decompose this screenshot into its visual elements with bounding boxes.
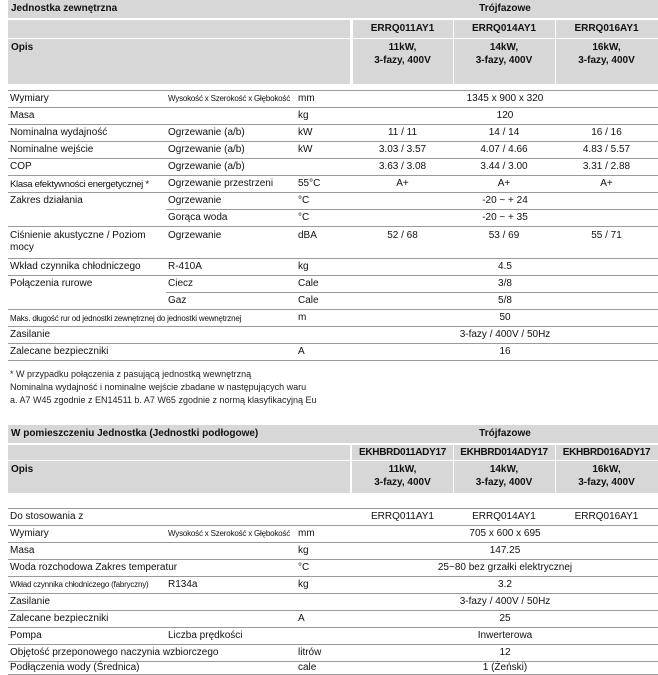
indoor-row-sub: Wysokość x Szerokość x Głębokość bbox=[168, 529, 291, 538]
outdoor-row-sub: R-410A bbox=[168, 261, 202, 272]
indoor-row-label: Wymiary bbox=[10, 528, 49, 539]
indoor-model-code-3: EKHBRD016ADY17 bbox=[562, 447, 651, 458]
indoor-model-code-2: EKHBRD014ADY17 bbox=[460, 447, 548, 458]
outdoor-row-value-2: 14 / 14 bbox=[488, 127, 520, 138]
outdoor-footnote-3: a. A7 W45 zgodnie z EN14511 b. A7 W65 zgodnie z normą klasyfikacyjną Eu bbox=[10, 395, 317, 405]
outdoor-row-label: Zasilanie bbox=[10, 329, 51, 340]
outdoor-model-desc-3a: 16kW, bbox=[592, 42, 621, 53]
indoor-row-unit: °C bbox=[298, 562, 310, 573]
outdoor-row-unit: °C bbox=[298, 195, 310, 206]
indoor-row-value: 25~80 bez grzałki elektrycznej bbox=[437, 562, 573, 573]
indoor-row-sub: Liczba prędkości bbox=[168, 630, 243, 641]
outdoor-row-label: Masa bbox=[10, 110, 35, 121]
outdoor-row-value-3: 4.83 / 5.57 bbox=[582, 144, 631, 155]
outdoor-footnote-2: Nominalna wydajność i nominalne wejście zbadane w następujących waru bbox=[10, 382, 307, 392]
outdoor-row-label: Nominalna wydajność bbox=[10, 127, 108, 138]
outdoor-row-label: Nominalne wejście bbox=[10, 144, 94, 155]
outdoor-opis-label: Opis bbox=[11, 42, 34, 53]
outdoor-row-value-2: 4.07 / 4.66 bbox=[480, 144, 528, 155]
outdoor-row-sub: Ciecz bbox=[168, 278, 194, 289]
outdoor-row-value-3: 16 / 16 bbox=[591, 127, 622, 138]
outdoor-row-sub: Ogrzewanie (a/b) bbox=[168, 127, 245, 138]
outdoor-row-unit: kW bbox=[298, 127, 313, 138]
indoor-row-value: 147.25 bbox=[489, 545, 521, 556]
outdoor-row-value-1: A+ bbox=[396, 178, 409, 189]
outdoor-model-code-1: ERRQ011AY1 bbox=[370, 23, 435, 34]
indoor-row-value: 3.2 bbox=[498, 579, 512, 590]
outdoor-row-label: Ciśnienie akustyczne / Poziom mocy bbox=[10, 230, 146, 253]
outdoor-row-value: 1345 x 900 x 320 bbox=[466, 93, 544, 104]
indoor-group-label: Trójfazowe bbox=[479, 428, 531, 439]
indoor-row-sub: R134a bbox=[168, 579, 198, 590]
outdoor-row-sub: Wysokość x Szerokość x Głębokość bbox=[168, 94, 291, 103]
indoor-row-label: Wkład czynnika chłodniczego (fabryczny) bbox=[10, 580, 149, 589]
outdoor-row-value: 3-fazy / 400V / 50Hz bbox=[459, 329, 551, 340]
outdoor-row-sub: Ogrzewanie bbox=[168, 195, 222, 206]
outdoor-row-value-3: 55 / 71 bbox=[591, 230, 622, 241]
outdoor-row-value: 120 bbox=[496, 110, 514, 121]
indoor-row-value-3: ERRQ016AY1 bbox=[574, 511, 639, 522]
outdoor-row-value-1: 11 / 11 bbox=[387, 127, 418, 138]
outdoor-model-desc-2b: 3-fazy, 400V bbox=[475, 55, 533, 66]
outdoor-row-label: COP bbox=[10, 161, 32, 172]
indoor-row-unit: cale bbox=[298, 662, 317, 673]
indoor-row-value: Inwerterowa bbox=[477, 630, 533, 641]
indoor-row-label: Podłączenia wody (Średnica) bbox=[10, 662, 140, 673]
indoor-row-label: Zalecane bezpieczniki bbox=[10, 613, 109, 624]
outdoor-row-label: Wymiary bbox=[10, 93, 49, 104]
indoor-model-desc-1b: 3-fazy, 400V bbox=[374, 477, 431, 488]
outdoor-row-label: Klasa efektywności energetycznej * bbox=[10, 179, 149, 190]
indoor-row-unit: A bbox=[298, 613, 305, 624]
outdoor-row-value-3: 3.31 / 2.88 bbox=[582, 161, 631, 172]
indoor-model-desc-3a: 16kW, bbox=[592, 464, 621, 475]
outdoor-row-value-2: 53 / 69 bbox=[488, 230, 520, 241]
outdoor-row-sub: Ogrzewanie bbox=[168, 230, 222, 241]
outdoor-row-sub: Ogrzewanie (a/b) bbox=[168, 161, 245, 172]
indoor-model-desc-3b: 3-fazy, 400V bbox=[578, 477, 635, 488]
indoor-model-desc-2a: 14kW, bbox=[489, 464, 519, 475]
outdoor-row-sub: Gaz bbox=[168, 295, 187, 306]
indoor-row-value: 12 bbox=[499, 647, 511, 658]
outdoor-row-label: Wkład czynnika chłodniczego bbox=[10, 261, 141, 272]
indoor-row-value-1: ERRQ011AY1 bbox=[371, 511, 434, 522]
outdoor-row-value-2: 3.44 / 3.00 bbox=[480, 161, 528, 172]
indoor-table-title: W pomieszczeniu Jednostka (Jednostki podłogowe) bbox=[11, 428, 259, 439]
indoor-row-label: Zasilanie bbox=[10, 596, 51, 607]
outdoor-row-value-1: 52 / 68 bbox=[387, 230, 418, 241]
outdoor-table-title: Jednostka zewnętrzna bbox=[11, 3, 118, 14]
outdoor-row-label: Zakres działania bbox=[10, 195, 83, 206]
indoor-opis-label: Opis bbox=[11, 464, 34, 475]
indoor-row-label: Woda rozchodowa Zakres temperatur bbox=[10, 562, 178, 573]
outdoor-row-unit: dBA bbox=[298, 230, 317, 241]
indoor-row-value: 705 x 600 x 695 bbox=[469, 528, 541, 539]
indoor-row-unit: mm bbox=[298, 528, 315, 539]
indoor-row-value-2: ERRQ014AY1 bbox=[472, 511, 536, 522]
outdoor-row-value-1: 3.03 / 3.57 bbox=[378, 144, 427, 155]
outdoor-row-label: Maks. długość rur od jednostki zewnętrznej do jednostki wewnętrznej bbox=[10, 314, 242, 323]
indoor-model-desc-1a: 11kW, bbox=[388, 464, 417, 475]
indoor-row-label: Pompa bbox=[10, 630, 42, 641]
outdoor-row-unit: kg bbox=[298, 261, 309, 272]
outdoor-model-desc-3b: 3-fazy, 400V bbox=[578, 55, 635, 66]
outdoor-row-value: -20 ~ + 24 bbox=[482, 195, 528, 206]
outdoor-row-unit: Cale bbox=[298, 295, 319, 306]
outdoor-row-value: 4.5 bbox=[498, 261, 512, 272]
outdoor-row-value-3: A+ bbox=[600, 178, 613, 189]
indoor-row-value: 1 (Żeński) bbox=[482, 662, 528, 673]
outdoor-row-label: Zalecane bezpieczniki bbox=[10, 346, 109, 357]
outdoor-model-code-3: ERRQ016AY1 bbox=[574, 23, 639, 34]
outdoor-row-value-2: A+ bbox=[497, 178, 511, 189]
outdoor-row-value-1: 3.63 / 3.08 bbox=[378, 161, 427, 172]
outdoor-row-sub: Ogrzewanie (a/b) bbox=[168, 144, 245, 155]
outdoor-row-value: 16 bbox=[499, 346, 511, 357]
indoor-row-value: 3-fazy / 400V / 50Hz bbox=[459, 596, 551, 607]
outdoor-row-sub: Gorąca woda bbox=[168, 212, 228, 223]
outdoor-row-value: -20 ~ + 35 bbox=[482, 212, 528, 223]
indoor-row-value: 25 bbox=[499, 613, 511, 624]
outdoor-model-desc-1a: 11kW, bbox=[388, 42, 417, 53]
indoor-row-unit: kg bbox=[298, 545, 309, 556]
outdoor-row-unit: Cale bbox=[298, 278, 319, 289]
outdoor-row-unit: °C bbox=[298, 212, 310, 223]
indoor-row-unit: kg bbox=[298, 579, 309, 590]
indoor-row-label: Do stosowania z bbox=[10, 511, 84, 522]
outdoor-row-value: 50 bbox=[499, 312, 511, 323]
outdoor-model-desc-2a: 14kW, bbox=[489, 42, 519, 53]
outdoor-row-unit: A bbox=[298, 346, 305, 357]
outdoor-row-label: Połączenia rurowe bbox=[10, 278, 93, 289]
outdoor-row-sub: Ogrzewanie przestrzeni bbox=[168, 178, 274, 189]
indoor-model-code-1: EKHBRD011ADY17 bbox=[359, 447, 446, 458]
outdoor-row-unit: m bbox=[298, 312, 307, 323]
outdoor-row-unit: kg bbox=[298, 110, 309, 121]
outdoor-row-unit: 55°C bbox=[298, 178, 321, 189]
outdoor-row-unit: kW bbox=[298, 144, 313, 155]
outdoor-row-value: 3/8 bbox=[498, 278, 512, 289]
indoor-row-label: Objętość przeponowego naczynia wzbiorczego bbox=[10, 647, 219, 658]
outdoor-model-code-2: ERRQ014AY1 bbox=[471, 23, 537, 34]
indoor-model-desc-2b: 3-fazy, 400V bbox=[475, 477, 533, 488]
indoor-row-label: Masa bbox=[10, 545, 35, 556]
outdoor-footnote-1: * W przypadku połączenia z pasującą jednostką wewnętrzną bbox=[10, 369, 252, 379]
indoor-row-unit: litrów bbox=[298, 647, 322, 658]
outdoor-row-unit: mm bbox=[298, 93, 315, 104]
outdoor-row-value: 5/8 bbox=[498, 295, 512, 306]
outdoor-group-label: Trójfazowe bbox=[479, 3, 531, 14]
outdoor-model-desc-1b: 3-fazy, 400V bbox=[374, 55, 431, 66]
